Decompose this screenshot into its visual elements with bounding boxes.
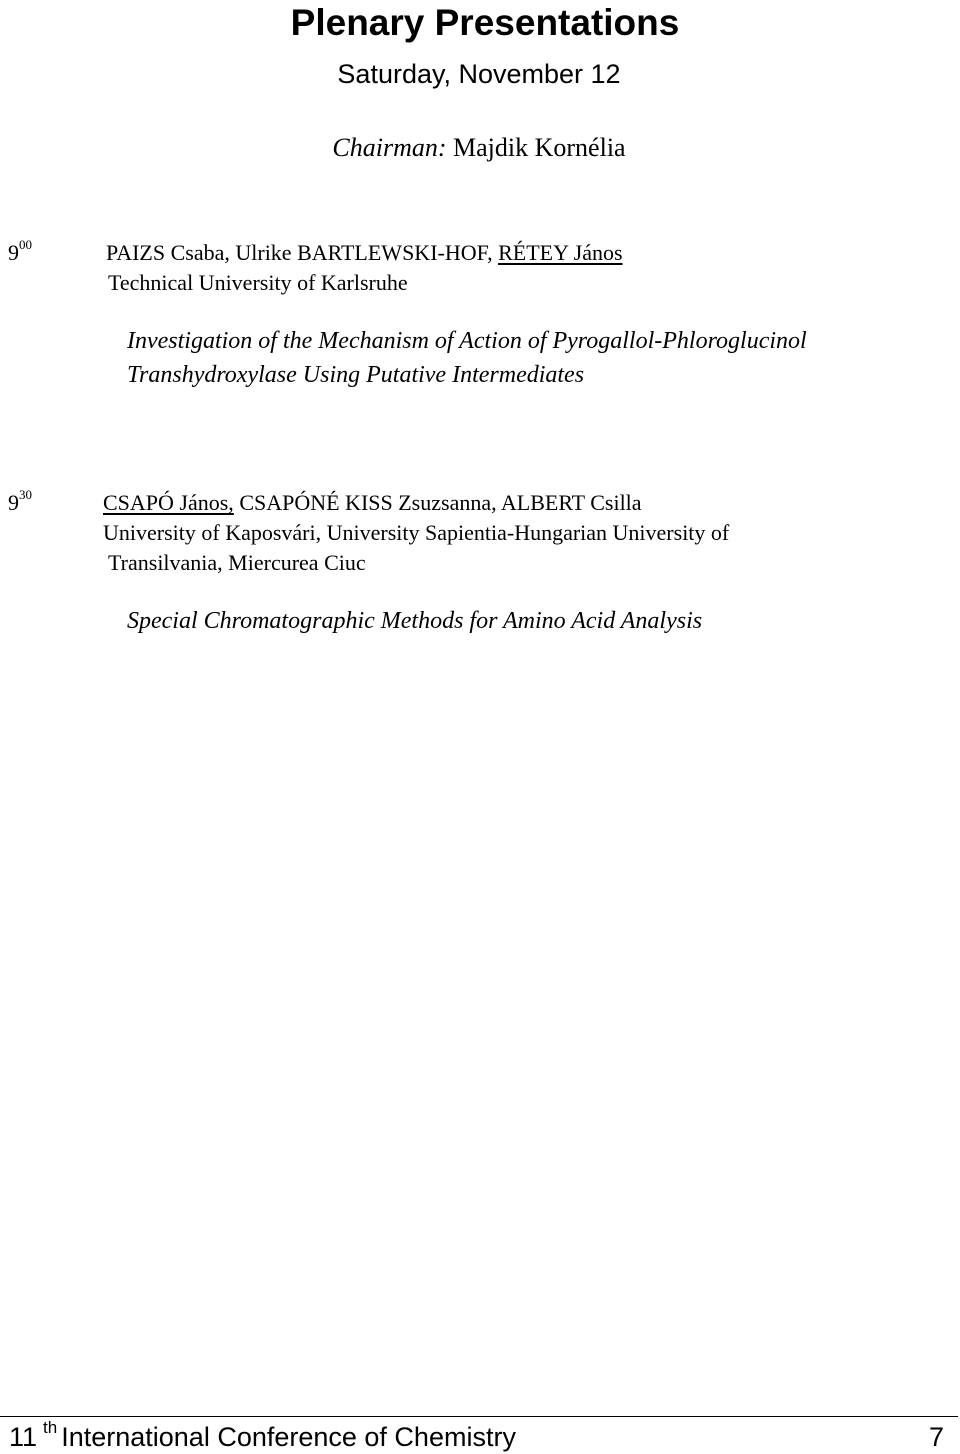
talk-1-time-hour: 9 (8, 240, 19, 265)
talk-2-authors (103, 490, 642, 516)
chairman-name: Majdik Kornélia (453, 133, 626, 162)
footer-conference (9, 1418, 516, 1453)
session-date: Saturday, November 12 (337, 59, 621, 89)
chairman-label: Chairman: (332, 133, 447, 162)
talk-1-authors (106, 240, 623, 266)
footer-edition-suffix: th (43, 1418, 58, 1437)
talk-1-title-line-2: Transhydroxylase Using Putative Intermediates (127, 362, 585, 388)
talk-1-time (8, 237, 32, 266)
page-number: 7 (928, 1422, 944, 1452)
talk-2-time-minutes: 30 (19, 487, 32, 502)
talk-2-time-hour: 9 (8, 490, 19, 515)
talk-2-affiliation-line-1: University of Kaposvári, University Sapientia-Hungarian University of (103, 520, 730, 545)
talk-2-authors-plain: CSAPÓNÉ KISS Zsuzsanna, ALBERT Csilla (233, 490, 642, 515)
talk-1-affiliation: Technical University of Karlsruhe (108, 270, 408, 295)
footer-conference-name: International Conference of Chemistry (61, 1422, 516, 1452)
page-title: Plenary Presentations (290, 2, 680, 43)
talk-1-authors-plain: PAIZS Csaba, Ulrike BARTLEWSKI-HOF, (106, 240, 499, 265)
talk-1-time-minutes: 00 (19, 237, 32, 252)
talk-2-title-line-1: Special Chromatographic Methods for Amino Acid Analysis (127, 608, 703, 634)
footer-edition-number: 11 (9, 1422, 38, 1452)
talk-2-time (8, 487, 32, 516)
talk-2-affiliation-line-2: Transilvania, Miercurea Ciuc (108, 550, 366, 575)
talk-1-title-line-1: Investigation of the Mechanism of Action of Pyrogallol-Phloroglucinol (127, 328, 807, 354)
footer-divider (0, 1416, 958, 1417)
talk-1-presenting-author: RÉTEY János (498, 240, 623, 265)
chairman-line (0, 133, 958, 163)
talk-2-presenting-author: CSAPÓ János, (103, 490, 234, 515)
